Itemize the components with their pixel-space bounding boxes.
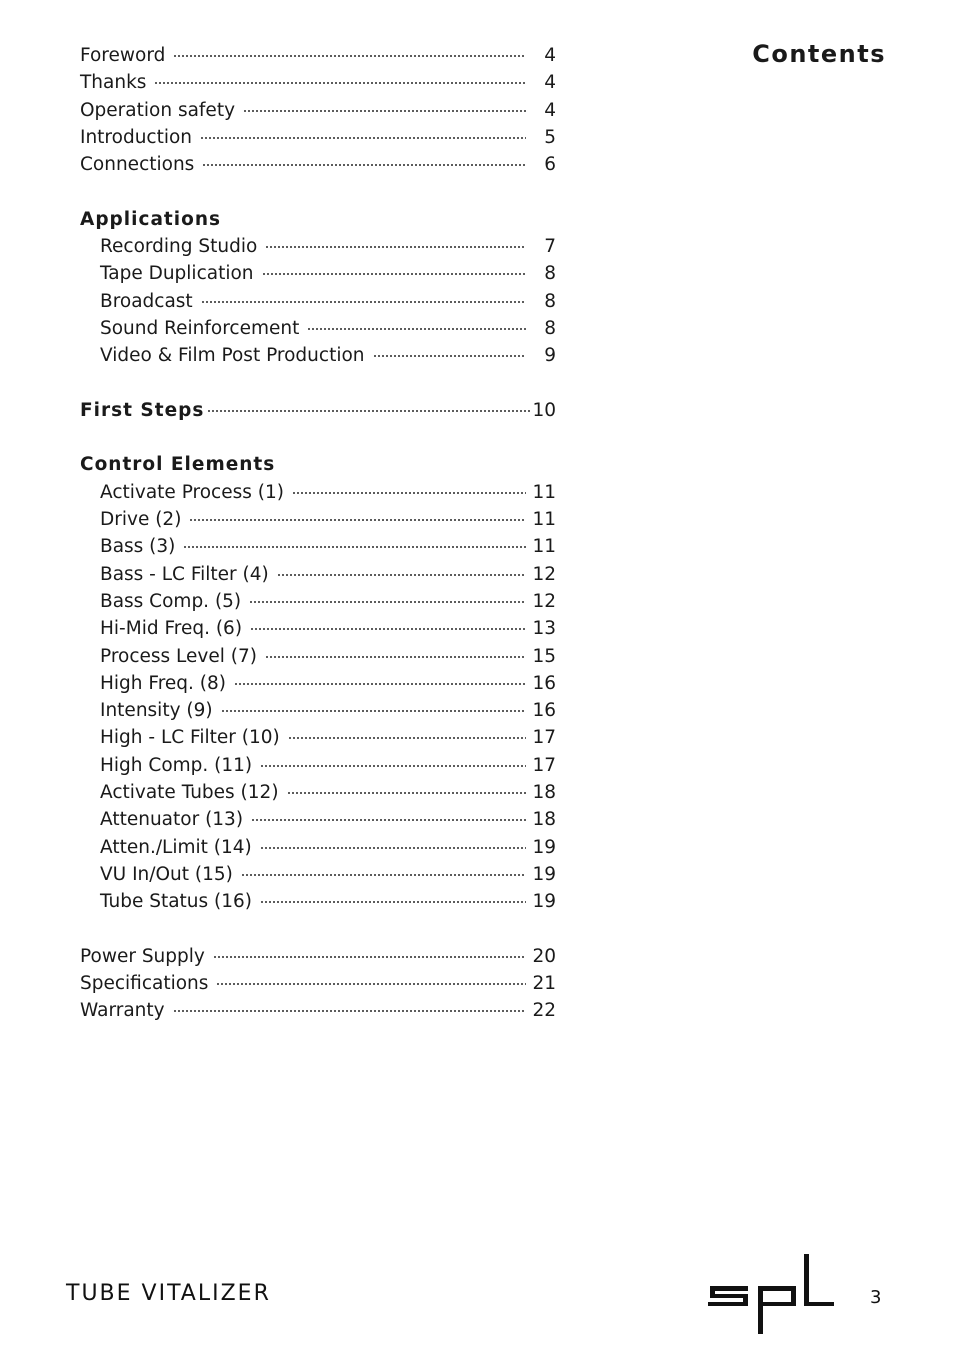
toc-entry-label: Process Level (7) (100, 645, 257, 667)
toc-applications-group (80, 206, 556, 370)
toc-control-elements-group (80, 451, 556, 915)
leader-dots (260, 765, 526, 767)
leader-dots (183, 546, 526, 548)
toc-entry-page: 18 (532, 809, 556, 831)
toc-intro-group (80, 42, 556, 178)
toc-entry-page: 11 (532, 481, 556, 503)
toc-entry-page: 17 (532, 727, 556, 749)
toc-entry-first-steps[interactable] (80, 397, 556, 424)
leader-dots (207, 410, 530, 412)
toc-entry-page: 18 (532, 782, 556, 804)
section-spacer (80, 370, 556, 397)
toc-entry-label: Activate Tubes (12) (100, 782, 279, 804)
leader-dots (265, 246, 526, 248)
toc-entry-label: Foreword (80, 45, 166, 66)
toc-entry-label: Operation safety (80, 99, 236, 121)
leader-dots (200, 137, 526, 139)
toc-entry-page: 16 (532, 700, 556, 722)
leader-dots (250, 628, 526, 630)
toc-entry-label: Connections (80, 154, 195, 176)
section-spacer (80, 424, 556, 451)
leader-dots (216, 983, 526, 985)
toc-entry-label: Introduction (80, 126, 193, 148)
toc-entry-label: Atten./Limit (14) (100, 836, 252, 858)
toc-entry-foreword[interactable] (80, 42, 556, 69)
toc-entry-label: Bass - LC Filter (4) (100, 563, 269, 585)
toc-entry-specifications[interactable] (80, 970, 556, 997)
toc-entry-page: 20 (532, 945, 556, 967)
toc-entry-page: 19 (532, 836, 556, 858)
toc-entry-page: 8 (544, 290, 556, 312)
toc-entry-atten-limit[interactable] (80, 834, 556, 861)
toc-entry-page: 10 (532, 399, 556, 421)
toc-entry-page: 8 (544, 317, 556, 339)
toc-entry-high-comp[interactable] (80, 752, 556, 779)
toc-entry-warranty[interactable] (80, 997, 556, 1024)
section-spacer (80, 178, 556, 205)
toc-entry-label: High Comp. (11) (100, 754, 253, 776)
section-title-control-elements: Control Elements (80, 454, 276, 476)
leader-dots (189, 519, 526, 521)
toc-entry-page: 13 (532, 618, 556, 640)
toc-entry-page: 4 (544, 72, 556, 94)
toc-entry-video-film-post-production[interactable] (80, 342, 556, 369)
leader-dots (173, 55, 526, 57)
toc-entry-label: Specifications (80, 973, 209, 995)
leader-dots (213, 956, 526, 958)
leader-dots (373, 355, 526, 357)
toc-entry-thanks[interactable] (80, 69, 556, 96)
toc-entry-label: Warranty (80, 1000, 165, 1022)
section-title-applications: Applications (80, 208, 222, 230)
leader-dots (287, 792, 526, 794)
toc-entry-label: Sound Reinforcement (100, 317, 300, 339)
toc-entry-label: First Steps (80, 399, 205, 421)
toc-entry-label: High - LC Filter (10) (100, 727, 280, 749)
toc-entry-label: Video & Film Post Production (100, 345, 365, 367)
leader-dots (288, 737, 526, 739)
toc-entry-page: 19 (532, 891, 556, 913)
toc-entry-page: 5 (544, 126, 556, 148)
toc-entry-page: 9 (544, 345, 556, 367)
toc-entry-tape-duplication[interactable] (80, 260, 556, 287)
toc-entry-high-lc-filter[interactable] (80, 724, 556, 751)
leader-dots (249, 601, 526, 603)
toc-entry-label: Bass (3) (100, 536, 176, 558)
product-name: TUBE VITALIZER (66, 1281, 271, 1306)
toc-entry-introduction[interactable] (80, 124, 556, 151)
toc-entry-page: 19 (532, 863, 556, 885)
toc-entry-page: 15 (532, 645, 556, 667)
leader-dots (260, 901, 526, 903)
toc-entry-label: Power Supply (80, 945, 205, 967)
toc-entry-tube-status[interactable] (80, 888, 556, 915)
toc-entry-page: 22 (532, 1000, 556, 1022)
toc-closing-group (80, 943, 556, 1025)
toc-entry-label: Tape Duplication (100, 263, 254, 285)
toc-entry-label: Hi-Mid Freq. (6) (100, 618, 243, 640)
table-of-contents (80, 42, 556, 1025)
leader-dots (265, 656, 526, 658)
toc-entry-page: 11 (532, 536, 556, 558)
leader-dots (243, 110, 526, 112)
toc-entry-label: Activate Process (1) (100, 481, 284, 503)
toc-entry-vu-in-out[interactable] (80, 861, 556, 888)
toc-entry-high-freq[interactable] (80, 670, 556, 697)
toc-entry-page: 8 (544, 263, 556, 285)
leader-dots (292, 492, 526, 494)
spl-logo-icon (706, 1252, 836, 1334)
toc-entry-attenuator[interactable] (80, 806, 556, 833)
toc-entry-page: 4 (544, 45, 556, 66)
toc-entry-page: 7 (544, 236, 556, 258)
leader-dots (251, 819, 526, 821)
toc-entry-page: 6 (544, 154, 556, 176)
toc-entry-label: Intensity (9) (100, 700, 213, 722)
toc-entry-label: VU In/Out (15) (100, 863, 233, 885)
leader-dots (307, 328, 526, 330)
toc-entry-connections[interactable] (80, 151, 556, 178)
toc-entry-drive[interactable] (80, 506, 556, 533)
leader-dots (154, 82, 526, 84)
toc-entry-label: High Freq. (8) (100, 672, 226, 694)
leader-dots (234, 683, 526, 685)
toc-entry-recording-studio[interactable] (80, 233, 556, 260)
toc-entry-label: Attenuator (13) (100, 809, 244, 831)
section-spacer (80, 916, 556, 943)
toc-entry-activate-tubes[interactable] (80, 779, 556, 806)
toc-entry-activate-process[interactable] (80, 479, 556, 506)
toc-entry-label: Tube Status (16) (100, 891, 253, 913)
toc-entry-page: 11 (532, 509, 556, 531)
toc-entry-page: 4 (544, 99, 556, 121)
toc-entry-page: 16 (532, 672, 556, 694)
leader-dots (260, 847, 526, 849)
leader-dots (173, 1010, 526, 1012)
leader-dots (221, 710, 526, 712)
toc-entry-bass-lc-filter[interactable] (80, 561, 556, 588)
leader-dots (277, 574, 526, 576)
toc-entry-process-level[interactable] (80, 643, 556, 670)
page-title: Contents (752, 40, 886, 68)
toc-entry-label: Drive (2) (100, 509, 182, 531)
toc-entry-page: 12 (532, 563, 556, 585)
leader-dots (202, 164, 526, 166)
toc-entry-hi-mid-freq[interactable] (80, 615, 556, 642)
leader-dots (262, 273, 526, 275)
toc-entry-label: Recording Studio (100, 236, 258, 258)
page-number: 3 (870, 1287, 882, 1308)
toc-entry-label: Broadcast (100, 290, 193, 312)
toc-entry-page: 17 (532, 754, 556, 776)
toc-entry-page: 12 (532, 590, 556, 612)
toc-entry-page: 21 (532, 973, 556, 995)
leader-dots (201, 301, 526, 303)
toc-entry-broadcast[interactable] (80, 288, 556, 315)
toc-entry-power-supply[interactable] (80, 943, 556, 970)
toc-entry-bass-comp[interactable] (80, 588, 556, 615)
toc-entry-bass[interactable] (80, 533, 556, 560)
toc-entry-operation-safety[interactable] (80, 97, 556, 124)
toc-entry-intensity[interactable] (80, 697, 556, 724)
toc-entry-sound-reinforcement[interactable] (80, 315, 556, 342)
toc-entry-label: Bass Comp. (5) (100, 590, 242, 612)
toc-entry-label: Thanks (80, 72, 147, 94)
leader-dots (241, 874, 526, 876)
